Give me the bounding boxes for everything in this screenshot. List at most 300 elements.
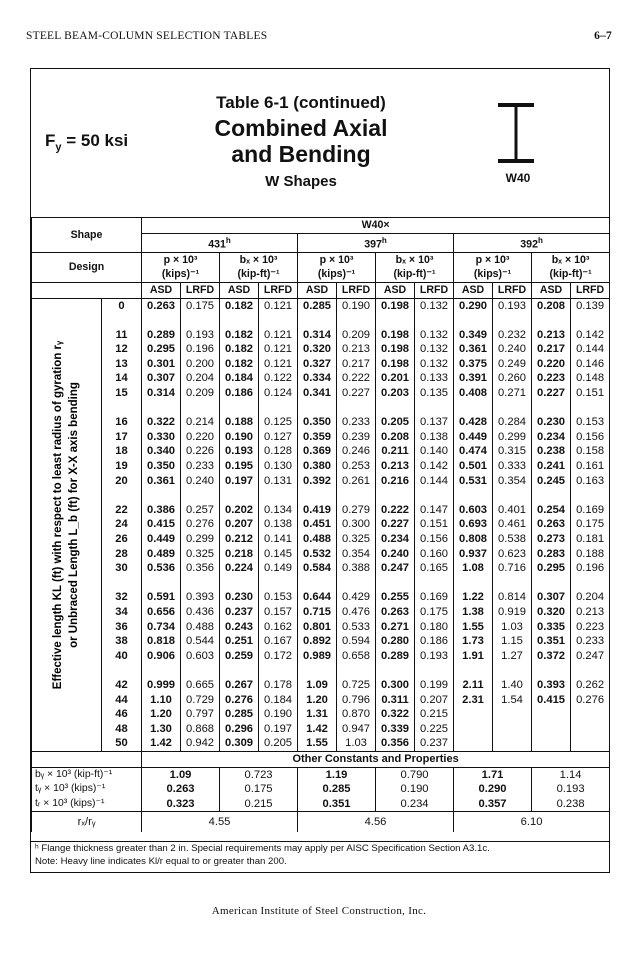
table-row <box>32 561 610 576</box>
bx-units: (kip-ft)⁻¹ <box>532 267 610 282</box>
table-cell: 0.175 <box>181 298 220 313</box>
table-cell: 0.234 <box>532 430 571 445</box>
side-label <box>32 298 102 751</box>
table-cell: 0.989 <box>298 649 337 664</box>
table-cell: 0.162 <box>259 620 298 635</box>
shape-header: Shape <box>32 218 142 253</box>
table-cell: 1.22 <box>454 590 493 605</box>
table-cell: 0.290 <box>454 298 493 313</box>
table-cell: 0.238 <box>532 444 571 459</box>
table-cell: 0.307 <box>142 371 181 386</box>
table-cell: 0.716 <box>493 561 532 576</box>
separator-cell <box>142 313 181 328</box>
table-row <box>32 693 610 708</box>
table-row <box>32 663 610 678</box>
table-cell: 0.132 <box>415 342 454 357</box>
table-cell: 0.211 <box>376 444 415 459</box>
kl-value: 46 <box>102 707 142 722</box>
table-row <box>32 218 610 234</box>
table-cell: 1.15 <box>493 634 532 649</box>
table-cell: 0.132 <box>415 328 454 343</box>
table-row <box>32 503 610 518</box>
wide-flange-icon <box>496 103 536 163</box>
rxry-value: 6.10 <box>454 812 610 833</box>
table-cell: 0.212 <box>220 532 259 547</box>
table-cell: 0.476 <box>337 605 376 620</box>
footnote-note: Note: Heavy line indicates Kl/r equal to or greater than 200. <box>35 856 287 867</box>
table-cell: 0.388 <box>337 561 376 576</box>
table-row <box>32 282 610 298</box>
property-value: 1.19 <box>298 767 376 782</box>
table-cell: 0.169 <box>571 503 610 518</box>
separator-cell <box>454 313 493 328</box>
table-title-line1: Combined Axial <box>214 115 388 141</box>
table-cell: 0.222 <box>376 503 415 518</box>
table-cell: 0.139 <box>571 298 610 313</box>
table-cell: 0.134 <box>259 503 298 518</box>
table-cell: 0.594 <box>337 634 376 649</box>
table-cell: 0.193 <box>493 298 532 313</box>
property-value: 0.285 <box>298 782 376 797</box>
property-value: 0.215 <box>220 797 298 812</box>
separator-cell <box>532 401 571 416</box>
table-cell: 0.160 <box>415 547 454 562</box>
separator-cell <box>493 313 532 328</box>
table-cell: 0.729 <box>181 693 220 708</box>
table-cell: 0.253 <box>337 459 376 474</box>
table-cell: 0.283 <box>532 547 571 562</box>
table-cell: 0.271 <box>376 620 415 635</box>
table-cell: 0.591 <box>142 590 181 605</box>
table-cell: 0.334 <box>298 371 337 386</box>
table-cell: 0.213 <box>337 342 376 357</box>
table-cell: 0.314 <box>298 328 337 343</box>
table-cell: 0.131 <box>259 474 298 489</box>
separator-cell <box>532 488 571 503</box>
table-cell: 0.247 <box>376 561 415 576</box>
table-cell: 0.147 <box>415 503 454 518</box>
table-cell: 0.380 <box>298 459 337 474</box>
property-value: 0.323 <box>142 797 220 812</box>
table-cell: 0.198 <box>376 298 415 313</box>
table-cell: 0.280 <box>376 634 415 649</box>
table-cell: 0.140 <box>415 444 454 459</box>
table-row <box>32 547 610 562</box>
table-cell: 0.197 <box>220 474 259 489</box>
table-cell: 0.725 <box>337 678 376 693</box>
table-cell: 0.232 <box>493 328 532 343</box>
section-tag: W40 <box>505 171 531 185</box>
blank-cell <box>32 282 142 298</box>
separator-cell <box>259 488 298 503</box>
table-cell <box>532 736 571 751</box>
table-cell: 0.393 <box>532 678 571 693</box>
table-cell: 0.200 <box>181 357 220 372</box>
separator-cell <box>532 313 571 328</box>
table-cell: 0.203 <box>376 386 415 401</box>
kl-value: 42 <box>102 678 142 693</box>
table-cell: 1.54 <box>493 693 532 708</box>
table-cell: 0.285 <box>220 707 259 722</box>
separator-cell <box>298 576 337 591</box>
table-cell: 0.149 <box>259 561 298 576</box>
separator-cell <box>220 401 259 416</box>
table-cell: 0.153 <box>259 590 298 605</box>
table-cell: 0.142 <box>571 328 610 343</box>
table-cell: 0.350 <box>142 459 181 474</box>
table-row <box>32 620 610 635</box>
table-row <box>32 634 610 649</box>
table-cell: 0.391 <box>454 371 493 386</box>
table-cell: 0.415 <box>142 517 181 532</box>
table-cell: 0.241 <box>532 459 571 474</box>
separator-cell <box>415 488 454 503</box>
table-cell: 0.299 <box>493 430 532 445</box>
table-cell: 0.121 <box>259 357 298 372</box>
table-cell: 0.369 <box>298 444 337 459</box>
table-cell: 1.27 <box>493 649 532 664</box>
separator-cell <box>376 313 415 328</box>
table-cell: 0.461 <box>493 517 532 532</box>
table-cell: 0.209 <box>181 386 220 401</box>
table-cell: 0.259 <box>220 649 259 664</box>
table-cell: 0.156 <box>415 532 454 547</box>
lrfd-header: LRFD <box>493 282 532 298</box>
table-cell: 0.156 <box>571 430 610 445</box>
table-cell: 1.08 <box>454 561 493 576</box>
table-cell: 0.276 <box>220 693 259 708</box>
table-cell: 0.207 <box>415 693 454 708</box>
table-cell: 0.188 <box>220 415 259 430</box>
table-cell: 0.584 <box>298 561 337 576</box>
kl-value: 24 <box>102 517 142 532</box>
table-cell: 0.273 <box>532 532 571 547</box>
kl-value: 15 <box>102 386 142 401</box>
table-cell: 0.233 <box>181 459 220 474</box>
table-cell: 0.230 <box>220 590 259 605</box>
table-cell: 1.10 <box>142 693 181 708</box>
table-cell: 0.132 <box>415 298 454 313</box>
table-cell: 0.234 <box>376 532 415 547</box>
table-cell: 0.937 <box>454 547 493 562</box>
asd-header: ASD <box>454 282 493 298</box>
footnote-h: ʰ Flange thickness greater than 2 in. Special requirements may apply per AISC Specification Section A3.1c. <box>35 843 490 854</box>
separator-cell <box>298 313 337 328</box>
table-cell: 0.255 <box>376 590 415 605</box>
table-cell: 0.401 <box>493 503 532 518</box>
separator-cell <box>181 663 220 678</box>
table-cell: 1.20 <box>298 693 337 708</box>
property-value: 0.723 <box>220 767 298 782</box>
table-cell: 0.322 <box>142 415 181 430</box>
table-cell: 0.141 <box>259 532 298 547</box>
separator-kl <box>102 488 142 503</box>
p-units: (kips)⁻¹ <box>298 267 376 282</box>
table-row <box>32 444 610 459</box>
table-cell: 0.372 <box>532 649 571 664</box>
table-cell: 0.999 <box>142 678 181 693</box>
rxry-value: 4.56 <box>298 812 454 833</box>
table-cell: 0.128 <box>259 444 298 459</box>
kl-value: 26 <box>102 532 142 547</box>
table-cell: 0.220 <box>532 357 571 372</box>
table-row <box>32 797 610 812</box>
table-cell: 0.341 <box>298 386 337 401</box>
separator-cell <box>142 401 181 416</box>
table-cell: 0.220 <box>181 430 220 445</box>
table-cell: 0.216 <box>376 474 415 489</box>
table-cell: 0.144 <box>415 474 454 489</box>
kl-value: 14 <box>102 371 142 386</box>
table-cell: 0.240 <box>493 342 532 357</box>
separator-cell <box>571 488 610 503</box>
table-row <box>32 252 610 267</box>
table-cell: 0.223 <box>571 620 610 635</box>
table-row <box>32 371 610 386</box>
separator-cell <box>259 576 298 591</box>
kl-value: 17 <box>102 430 142 445</box>
table-cell: 0.262 <box>571 678 610 693</box>
table-cell: 0.215 <box>415 707 454 722</box>
table-cell: 1.55 <box>454 620 493 635</box>
table-cell: 0.868 <box>181 722 220 737</box>
table-cell: 0.354 <box>337 547 376 562</box>
separator-cell <box>376 663 415 678</box>
table-cell: 0.227 <box>532 386 571 401</box>
kl-value: 28 <box>102 547 142 562</box>
table-cell: 0.184 <box>259 693 298 708</box>
separator-cell <box>415 313 454 328</box>
table-cell: 0.814 <box>493 590 532 605</box>
table-cell: 0.237 <box>220 605 259 620</box>
separator-cell <box>337 663 376 678</box>
table-cell: 0.240 <box>376 547 415 562</box>
table-cell: 0.138 <box>259 517 298 532</box>
table-cell: 0.208 <box>532 298 571 313</box>
table-cell: 0.196 <box>181 342 220 357</box>
table-cell <box>493 736 532 751</box>
table-cell: 0.327 <box>298 357 337 372</box>
table-row <box>32 386 610 401</box>
p-header: p × 10³ <box>298 252 376 267</box>
kl-value: 18 <box>102 444 142 459</box>
table-cell: 0.169 <box>415 590 454 605</box>
table-frame <box>30 68 610 873</box>
table-cell: 0.227 <box>376 517 415 532</box>
separator-cell <box>220 488 259 503</box>
kl-value: 20 <box>102 474 142 489</box>
table-cell: 1.91 <box>454 649 493 664</box>
table-cell: 0.251 <box>220 634 259 649</box>
table-cell: 0.208 <box>376 430 415 445</box>
table-row <box>32 517 610 532</box>
kl-value: 44 <box>102 693 142 708</box>
table-cell: 0.892 <box>298 634 337 649</box>
table-cell: 0.715 <box>298 605 337 620</box>
table-cell: 0.182 <box>220 298 259 313</box>
weight-header: 392$^h$ <box>454 233 610 252</box>
table-cell: 0.122 <box>259 371 298 386</box>
table-cell: 0.217 <box>337 357 376 372</box>
property-value: 0.193 <box>532 782 610 797</box>
kl-value: 22 <box>102 503 142 518</box>
lrfd-header: LRFD <box>259 282 298 298</box>
side-label-line2: or Unbraced Length L_b (ft) for X-X axis bending <box>68 381 80 648</box>
footnotes <box>31 841 609 868</box>
bx-header: bₓ × 10³ <box>220 252 298 267</box>
table-cell: 0.301 <box>142 357 181 372</box>
table-cell: 0.330 <box>142 430 181 445</box>
table-cell: 0.349 <box>454 328 493 343</box>
table-cell: 0.449 <box>142 532 181 547</box>
table-cell: 1.40 <box>493 678 532 693</box>
table-cell: 0.184 <box>220 371 259 386</box>
rxry-value: 4.55 <box>142 812 298 833</box>
table-cell: 0.125 <box>259 415 298 430</box>
table-cell: 0.451 <box>298 517 337 532</box>
separator-cell <box>376 401 415 416</box>
table-cell: 0.197 <box>259 722 298 737</box>
table-cell: 0.144 <box>571 342 610 357</box>
table-cell: 0.178 <box>259 678 298 693</box>
table-subtitle: W Shapes <box>265 173 337 190</box>
table-cell <box>532 722 571 737</box>
table-cell: 0.214 <box>181 415 220 430</box>
table-row <box>32 767 610 782</box>
table-row <box>32 313 610 328</box>
kl-value: 0 <box>102 298 142 313</box>
table-cell: 0.415 <box>532 693 571 708</box>
table-cell: 0.175 <box>415 605 454 620</box>
table-cell: 0.299 <box>181 532 220 547</box>
table-cell: 0.325 <box>181 547 220 562</box>
table-cell: 0.121 <box>259 298 298 313</box>
table-cell: 0.320 <box>298 342 337 357</box>
table-cell <box>454 722 493 737</box>
separator-cell <box>532 576 571 591</box>
separator-cell <box>142 488 181 503</box>
table-cell: 0.199 <box>415 678 454 693</box>
table-cell: 0.193 <box>181 328 220 343</box>
table-cell: 0.198 <box>376 342 415 357</box>
property-value: 0.357 <box>454 797 532 812</box>
table-row <box>32 707 610 722</box>
table-cell: 0.693 <box>454 517 493 532</box>
table-cell: 0.239 <box>337 430 376 445</box>
table-cell: 0.734 <box>142 620 181 635</box>
table-cell: 0.222 <box>337 371 376 386</box>
kl-value: 38 <box>102 634 142 649</box>
table-cell: 0.151 <box>415 517 454 532</box>
separator-cell <box>493 576 532 591</box>
running-head <box>26 30 612 44</box>
separator-cell <box>415 663 454 678</box>
table-cell: 0.188 <box>571 547 610 562</box>
table-row <box>32 459 610 474</box>
table-cell: 0.133 <box>415 371 454 386</box>
table-cell: 1.03 <box>493 620 532 635</box>
table-title-line2: and Bending <box>231 141 371 167</box>
property-value: 0.790 <box>376 767 454 782</box>
table-cell: 0.393 <box>181 590 220 605</box>
running-head-title: STEEL BEAM-COLUMN SELECTION TABLES <box>26 30 268 42</box>
separator-cell <box>181 313 220 328</box>
table-row <box>32 298 610 313</box>
bx-header: bₓ × 10³ <box>376 252 454 267</box>
bx-units: (kip-ft)⁻¹ <box>220 267 298 282</box>
table-cell: 0.276 <box>571 693 610 708</box>
table-cell: 0.797 <box>181 707 220 722</box>
table-row <box>32 812 610 833</box>
table-cell: 0.261 <box>337 474 376 489</box>
bx-units: (kip-ft)⁻¹ <box>376 267 454 282</box>
table-cell: 0.245 <box>532 474 571 489</box>
table-row <box>32 576 610 591</box>
kl-value: 19 <box>102 459 142 474</box>
kl-value: 48 <box>102 722 142 737</box>
table-cell: 0.300 <box>337 517 376 532</box>
p-header: p × 10³ <box>454 252 532 267</box>
table-cell: 0.658 <box>337 649 376 664</box>
asd-header: ASD <box>220 282 259 298</box>
table-cell: 0.209 <box>337 328 376 343</box>
table-cell: 0.233 <box>337 415 376 430</box>
separator-kl <box>102 663 142 678</box>
table-cell: 0.142 <box>415 459 454 474</box>
lrfd-header: LRFD <box>415 282 454 298</box>
property-label: bᵧ × 10³ (kip-ft)⁻¹ <box>32 767 142 782</box>
separator-cell <box>454 401 493 416</box>
separator-cell <box>454 488 493 503</box>
table-cell: 0.172 <box>259 649 298 664</box>
table-cell: 1.20 <box>142 707 181 722</box>
property-value: 1.71 <box>454 767 532 782</box>
kl-value: 40 <box>102 649 142 664</box>
table-cell: 0.132 <box>415 357 454 372</box>
table-cell: 0.339 <box>376 722 415 737</box>
table-cell: 0.257 <box>181 503 220 518</box>
p-units: (kips)⁻¹ <box>142 267 220 282</box>
weight-header: 397$^h$ <box>298 233 454 252</box>
bx-header: bₓ × 10³ <box>532 252 610 267</box>
p-units: (kips)⁻¹ <box>454 267 532 282</box>
kl-value: 34 <box>102 605 142 620</box>
separator-cell <box>298 663 337 678</box>
separator-cell <box>376 576 415 591</box>
table-cell: 0.223 <box>532 371 571 386</box>
table-cell: 0.489 <box>142 547 181 562</box>
separator-cell <box>259 663 298 678</box>
table-cell: 0.167 <box>259 634 298 649</box>
table-label: Table 6-1 (continued) <box>216 93 386 112</box>
kl-value: 11 <box>102 328 142 343</box>
separator-cell <box>181 488 220 503</box>
separator-cell <box>181 576 220 591</box>
blank-cell <box>32 751 142 767</box>
table-cell: 0.295 <box>142 342 181 357</box>
table-cell: 0.386 <box>142 503 181 518</box>
lrfd-header: LRFD <box>337 282 376 298</box>
table-cell: 2.11 <box>454 678 493 693</box>
table-cell: 0.121 <box>259 328 298 343</box>
table-cell: 0.161 <box>571 459 610 474</box>
table-cell: 0.474 <box>454 444 493 459</box>
table-row <box>32 342 610 357</box>
table-cell: 0.227 <box>337 386 376 401</box>
table-cell: 0.488 <box>181 620 220 635</box>
table-cell: 0.190 <box>337 298 376 313</box>
separator-cell <box>376 488 415 503</box>
